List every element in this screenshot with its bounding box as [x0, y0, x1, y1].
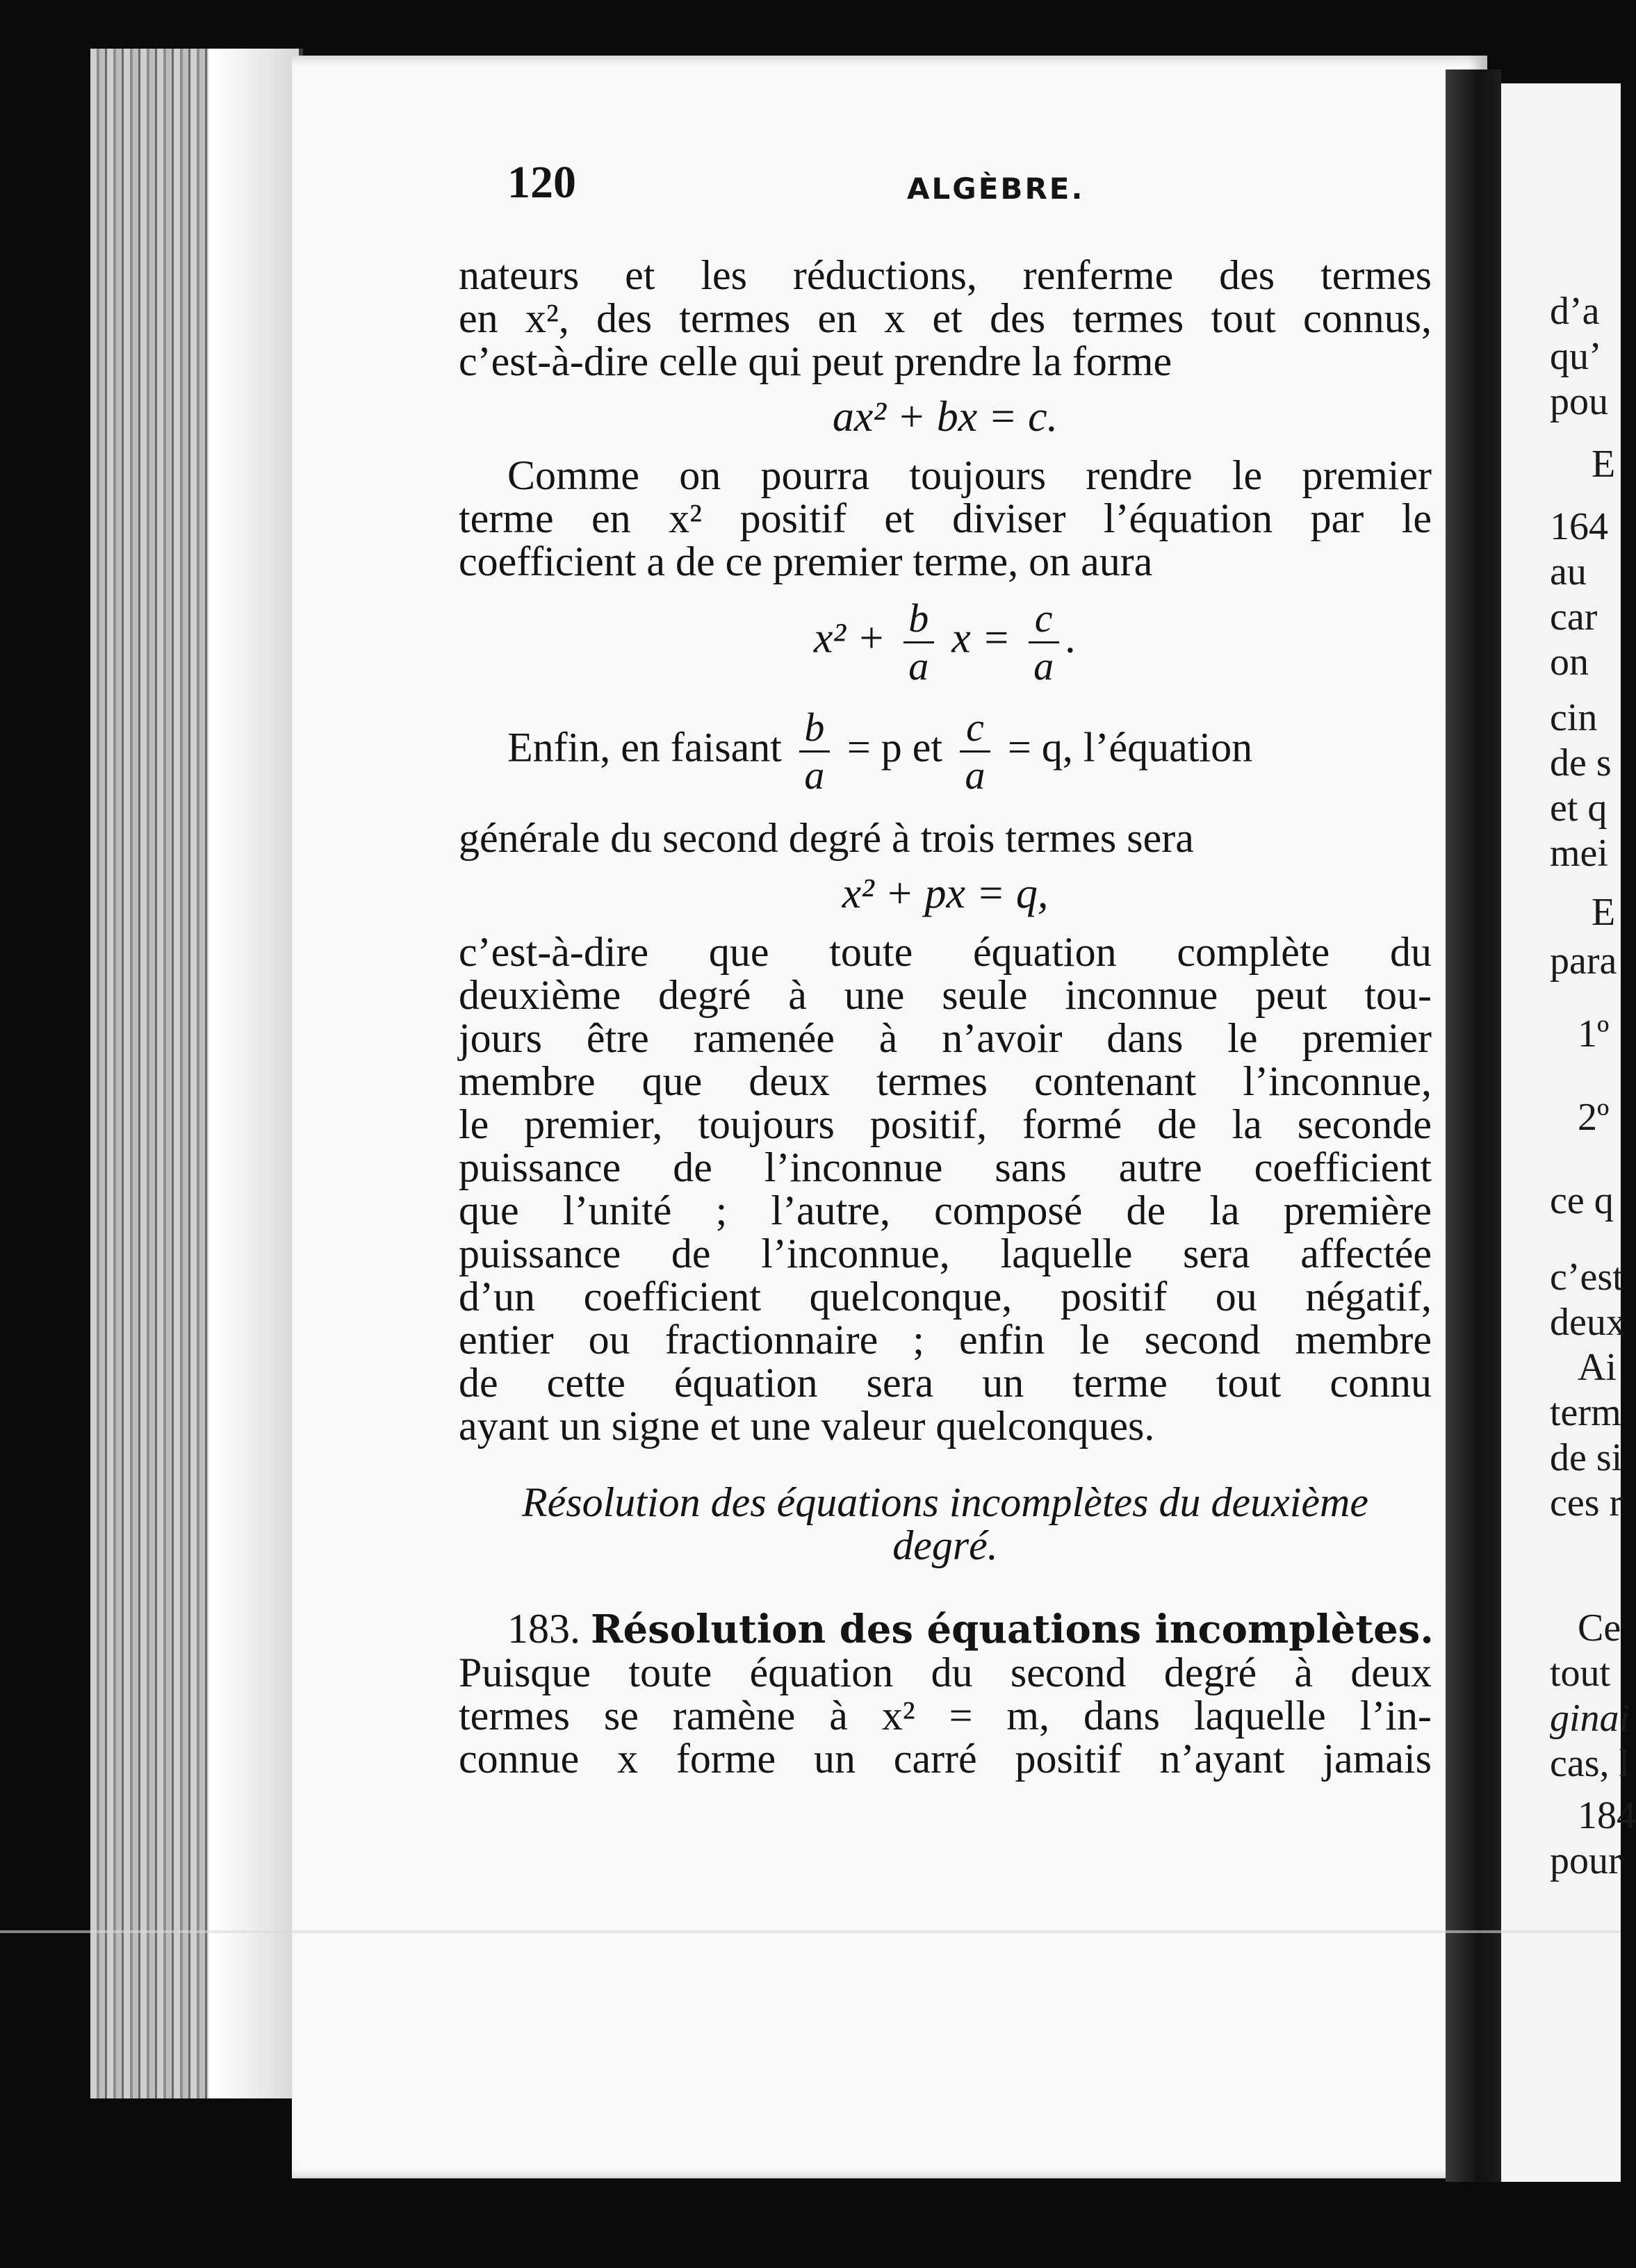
right-fragment: para — [1550, 939, 1617, 983]
page-number: 120 — [507, 157, 576, 208]
right-page-fragment — [1501, 83, 1636, 2182]
text-line: jours être ramenée à n’avoir dans le premier — [459, 1015, 1432, 1061]
right-fragment: deux — [1550, 1301, 1626, 1344]
text-part: = q, l’équation — [1008, 724, 1253, 771]
right-fragment: pour — [1550, 1839, 1621, 1882]
section-title-line: degré. — [892, 1522, 998, 1568]
equation-part: x = — [951, 614, 1011, 662]
running-head: ALGÈBRE. — [907, 172, 1085, 206]
right-fragment: qu’ — [1550, 335, 1602, 378]
right-fragment: E — [1592, 891, 1616, 934]
text-line: membre que deux termes contenant l’inconnue, — [459, 1058, 1432, 1104]
text-line: terme en x² positif et diviser l’équation par le — [459, 495, 1432, 541]
right-fragment: mei — [1550, 832, 1608, 875]
text-line: termes se ramène à x² = m, dans laquelle l’in- — [459, 1693, 1432, 1739]
text-line: en x², des termes en x et des termes tout connus, — [459, 295, 1432, 341]
scan-artifact-line — [0, 1930, 1621, 1933]
text-line: c’est-à-dire que toute équation complète du — [459, 929, 1432, 975]
numerator: b — [804, 705, 825, 750]
numerator: c — [966, 705, 984, 750]
right-fragment: on — [1550, 641, 1589, 684]
right-fragment: car — [1550, 595, 1598, 639]
text-line: coefficient a de ce premier terme, on aura — [459, 539, 1153, 584]
text-line: connue x forme un carré positif n’ayant jamais — [459, 1736, 1432, 1782]
right-fragment: et q — [1550, 787, 1608, 830]
fraction — [903, 595, 934, 689]
right-fragment: 1º — [1578, 1012, 1610, 1055]
right-fragment: de s — [1550, 741, 1612, 784]
text-line: que l’unité ; l’autre, composé de la première — [459, 1188, 1432, 1233]
equation: x² + px = q, — [842, 870, 1049, 917]
equation-part: x² + — [813, 614, 886, 662]
right-fragment: 184 — [1578, 1794, 1636, 1837]
right-fragment: pou — [1550, 380, 1608, 423]
text-part: = p et — [846, 724, 943, 771]
right-fragment: ce q — [1550, 1179, 1614, 1222]
right-fragment: cas, l — [1550, 1742, 1630, 1785]
equation — [459, 595, 1432, 689]
text-line: Comme on pourra toujours rendre le premier — [507, 452, 1432, 498]
text-line: deuxième degré à une seule inconnue peut tou- — [459, 972, 1432, 1018]
text-line: entier ou fractionnaire ; enfin le second membre — [459, 1317, 1432, 1363]
text-line: générale du second degré à trois termes sera — [459, 815, 1194, 861]
right-fragment: 2º — [1578, 1096, 1610, 1139]
denominator: a — [908, 643, 929, 689]
right-fragment: cin — [1550, 696, 1598, 739]
page-header — [507, 156, 1439, 212]
right-fragment: ces r — [1550, 1481, 1623, 1525]
denominator: a — [804, 753, 825, 798]
text-line: c’est-à-dire celle qui peut prendre la forme — [459, 338, 1172, 384]
text-line: le premier, toujours positif, formé de la seconde — [459, 1101, 1432, 1147]
text-line: d’un coefficient quelconque, positif ou négatif, — [459, 1274, 1432, 1320]
text-part: Enfin, en faisant — [507, 724, 782, 771]
numerator: c — [1034, 595, 1053, 641]
fraction — [1029, 595, 1059, 689]
text-line: Puisque toute équation du second degré à deux — [459, 1650, 1432, 1695]
right-fragment: au — [1550, 550, 1587, 593]
right-fragment: 164 — [1550, 505, 1608, 548]
equation: ax² + bx = c. — [832, 393, 1058, 441]
denominator: a — [965, 753, 985, 798]
text-line-with-fractions — [459, 705, 1432, 798]
fraction — [799, 705, 830, 798]
section-title — [459, 1481, 1432, 1567]
paragraph-number: 183. — [507, 1606, 580, 1652]
gutter-shadow — [208, 49, 299, 2098]
binding-shadow — [1446, 69, 1501, 2182]
right-fragment: c’est — [1550, 1256, 1623, 1299]
right-fragment: ginai — [1550, 1697, 1630, 1740]
paragraph-heading: Résolution des équations incomplètes. — [591, 1606, 1434, 1652]
right-fragment: de si — [1550, 1436, 1623, 1479]
page-body — [459, 254, 1432, 1780]
right-fragment: tout — [1550, 1652, 1611, 1695]
denominator: a — [1033, 643, 1054, 689]
right-fragment: E — [1592, 443, 1616, 486]
right-fragment: Ai — [1578, 1346, 1617, 1389]
text-line: puissance de l’inconnue sans autre coefficient — [459, 1144, 1432, 1190]
paragraph-heading-line — [459, 1607, 1432, 1651]
numerator: b — [908, 595, 929, 641]
text-line: de cette équation sera un terme tout connu — [459, 1360, 1432, 1406]
fraction — [960, 705, 990, 798]
equation-part: . — [1065, 614, 1077, 662]
text-line: nateurs et les réductions, renferme des termes — [459, 252, 1432, 298]
right-fragment: term — [1550, 1391, 1621, 1434]
right-fragment: Ce — [1578, 1606, 1621, 1650]
text-line: ayant un signe et une valeur quelconques. — [459, 1403, 1155, 1449]
right-fragment: d’a — [1550, 290, 1600, 333]
section-title-line: Résolution des équations incomplètes du deuxième — [521, 1479, 1369, 1525]
text-line: puissance de l’inconnue, laquelle sera affectée — [459, 1231, 1432, 1276]
